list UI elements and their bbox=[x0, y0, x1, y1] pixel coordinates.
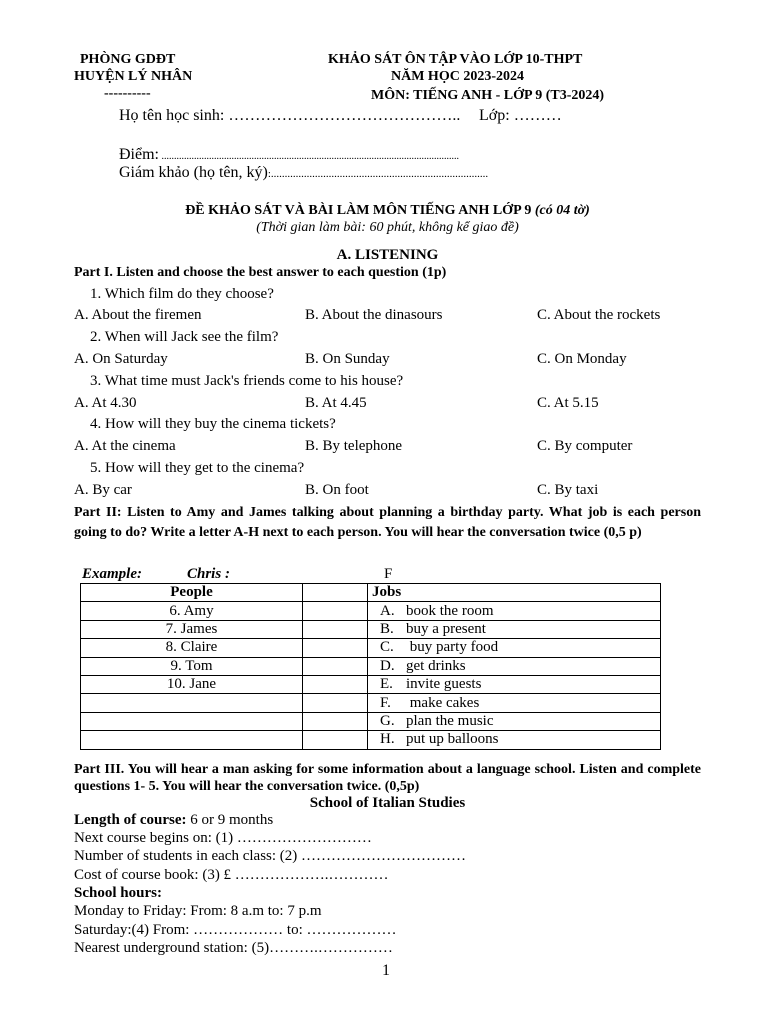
answer-cell[interactable] bbox=[303, 602, 368, 620]
job-text: book the room bbox=[406, 602, 494, 619]
student-name-line bbox=[119, 107, 460, 125]
student-name-label: Họ tên học sinh: bbox=[119, 107, 225, 124]
column-header-answer bbox=[303, 584, 368, 602]
school-hours-label: School hours: bbox=[74, 885, 162, 901]
job-letter: H. bbox=[380, 731, 395, 748]
length-value: 6 or 9 months bbox=[190, 812, 274, 828]
table-header-row bbox=[81, 584, 661, 602]
job-letter: E. bbox=[380, 676, 393, 693]
answer-cell bbox=[303, 731, 368, 749]
weekday-hours-line: Monday to Friday: From: 8 a.m to: 7 p.m bbox=[74, 903, 322, 919]
school-title: School of Italian Studies bbox=[309, 795, 466, 811]
job-letter: D. bbox=[380, 657, 395, 674]
length-label: Length of course: bbox=[74, 812, 187, 828]
job-letter: A. bbox=[380, 602, 395, 619]
person-cell: 7. James bbox=[81, 620, 303, 638]
job-cell bbox=[368, 675, 661, 693]
q3-option-c[interactable]: C. At 5.15 bbox=[537, 395, 599, 411]
q4-option-b[interactable]: B. By telephone bbox=[305, 438, 403, 454]
matching-table bbox=[80, 583, 661, 750]
examiner-label: Giám khảo (họ tên, ký) bbox=[119, 164, 268, 181]
question-4: 4. How will they buy the cinema tickets? bbox=[90, 416, 336, 432]
score-label: Điểm: bbox=[119, 146, 159, 163]
header-right-line3: MÔN: TIẾNG ANH - LỚP 9 (T3-2024) bbox=[371, 88, 605, 103]
answer-cell bbox=[303, 712, 368, 730]
q2-option-b[interactable]: B. On Sunday bbox=[305, 351, 390, 367]
score-line bbox=[119, 146, 459, 164]
job-cell bbox=[368, 694, 661, 712]
part1-heading: Part I. Listen and choose the best answer to each question (1p) bbox=[74, 265, 447, 280]
header-right-line1: KHẢO SÁT ÔN TẬP VÀO LỚP 10-THPT bbox=[328, 52, 583, 67]
example-name: Chris : bbox=[187, 566, 230, 582]
q5-option-a[interactable]: A. By car bbox=[74, 482, 132, 498]
fill-line-2[interactable]: Number of students in each class: (2) …………………………… bbox=[74, 848, 467, 864]
fill-line-1[interactable]: Next course begins on: (1) ……………………… bbox=[74, 830, 372, 846]
fill-line-3[interactable]: Cost of course book: (3) £ ……………….………… bbox=[74, 867, 389, 883]
table-row bbox=[81, 731, 661, 749]
q3-option-a[interactable]: A. At 4.30 bbox=[74, 395, 137, 411]
class-label: Lớp: bbox=[479, 107, 510, 124]
person-cell bbox=[81, 694, 303, 712]
answer-cell bbox=[303, 694, 368, 712]
exam-title: ĐỀ KHẢO SÁT VÀ BÀI LÀM MÔN TIẾNG ANH LỚP 9 bbox=[185, 203, 532, 218]
header-left-line2: HUYỆN LÝ NHÂN bbox=[74, 69, 193, 84]
job-cell bbox=[368, 731, 661, 749]
section-title: A. LISTENING bbox=[336, 247, 439, 263]
job-letter: G. bbox=[380, 712, 395, 729]
job-text: plan the music bbox=[406, 712, 494, 729]
part3-heading: Part III. You will hear a man asking for some information about a language school. Listen and complete questions 1- 5. You will hear the conversation twice. (0,5p) bbox=[74, 762, 701, 794]
exam-title-note: (có 04 tờ) bbox=[534, 203, 590, 218]
job-letter: B. bbox=[380, 620, 394, 637]
table-row bbox=[81, 675, 661, 693]
job-text: invite guests bbox=[406, 676, 482, 693]
page-number: 1 bbox=[382, 962, 390, 979]
column-header-people: People bbox=[81, 584, 303, 602]
table-row bbox=[81, 602, 661, 620]
q1-option-a[interactable]: A. About the firemen bbox=[74, 307, 202, 323]
question-5: 5. How will they get to the cinema? bbox=[90, 460, 305, 476]
q5-option-c[interactable]: C. By taxi bbox=[537, 482, 599, 498]
exam-title-line bbox=[74, 203, 701, 219]
table-row bbox=[81, 639, 661, 657]
column-header-jobs: Jobs bbox=[368, 584, 661, 602]
job-cell bbox=[368, 639, 661, 657]
person-cell bbox=[81, 731, 303, 749]
person-cell: 9. Tom bbox=[81, 657, 303, 675]
person-cell: 8. Claire bbox=[81, 639, 303, 657]
table-row bbox=[81, 620, 661, 638]
job-text: get drinks bbox=[406, 657, 466, 674]
q4-option-a[interactable]: A. At the cinema bbox=[74, 438, 176, 454]
example-answer: F bbox=[384, 566, 393, 582]
example-label: Example: bbox=[82, 566, 142, 582]
job-cell bbox=[368, 712, 661, 730]
table-row bbox=[81, 694, 661, 712]
q5-option-b[interactable]: B. On foot bbox=[305, 482, 369, 498]
header-left-line1: PHÒNG GDĐT bbox=[80, 52, 176, 67]
score-blank[interactable]: ....................................................................................................................... bbox=[159, 151, 459, 162]
job-text: buy party food bbox=[406, 639, 499, 656]
table-row bbox=[81, 657, 661, 675]
q4-option-c[interactable]: C. By computer bbox=[537, 438, 633, 454]
examiner-blank[interactable]: :............................................................................... bbox=[267, 168, 489, 180]
fill-line-5[interactable]: Nearest underground station: (5)……….…………… bbox=[74, 940, 393, 956]
question-1: 1. Which film do they choose? bbox=[90, 286, 274, 302]
answer-cell[interactable] bbox=[303, 639, 368, 657]
person-cell: 10. Jane bbox=[81, 675, 303, 693]
person-cell bbox=[81, 712, 303, 730]
q3-option-b[interactable]: B. At 4.45 bbox=[305, 395, 367, 411]
class-line bbox=[479, 107, 562, 125]
answer-cell[interactable] bbox=[303, 657, 368, 675]
q2-option-a[interactable]: A. On Saturday bbox=[74, 351, 168, 367]
job-letter: C. bbox=[380, 639, 394, 656]
job-cell bbox=[368, 620, 661, 638]
job-text: buy a present bbox=[406, 620, 486, 637]
part2-heading: Part II: Listen to Amy and James talking about planning a birthday party. What job is each person going to do? Write a letter A-H next to each person. You will hear the conversation twice (0,5 p) bbox=[74, 505, 701, 540]
length-of-course-line bbox=[74, 812, 273, 829]
job-letter: F. bbox=[380, 694, 391, 711]
fill-line-4[interactable]: Saturday:(4) From: ……………… to: ……………… bbox=[74, 922, 397, 938]
job-cell bbox=[368, 602, 661, 620]
answer-cell[interactable] bbox=[303, 620, 368, 638]
question-3: 3. What time must Jack's friends come to his house? bbox=[90, 373, 404, 389]
person-cell: 6. Amy bbox=[81, 602, 303, 620]
job-text: put up balloons bbox=[406, 731, 499, 748]
class-blank[interactable]: ……… bbox=[509, 107, 562, 124]
examiner-line bbox=[119, 164, 488, 182]
header-right-line2: NĂM HỌC 2023-2024 bbox=[391, 69, 524, 84]
q2-option-c[interactable]: C. On Monday bbox=[537, 351, 627, 367]
q1-option-b[interactable]: B. About the dinasours bbox=[305, 307, 443, 323]
job-cell bbox=[368, 657, 661, 675]
question-2: 2. When will Jack see the film? bbox=[90, 329, 279, 345]
exam-time-note: (Thời gian làm bài: 60 phút, không kể giao đề) bbox=[256, 220, 519, 235]
q1-option-c[interactable]: C. About the rockets bbox=[537, 307, 661, 323]
answer-cell[interactable] bbox=[303, 675, 368, 693]
student-name-blank[interactable]: …………………………………….. bbox=[224, 107, 461, 124]
table-row bbox=[81, 712, 661, 730]
job-text: make cakes bbox=[406, 694, 480, 711]
header-left-line3: ---------- bbox=[104, 86, 151, 101]
